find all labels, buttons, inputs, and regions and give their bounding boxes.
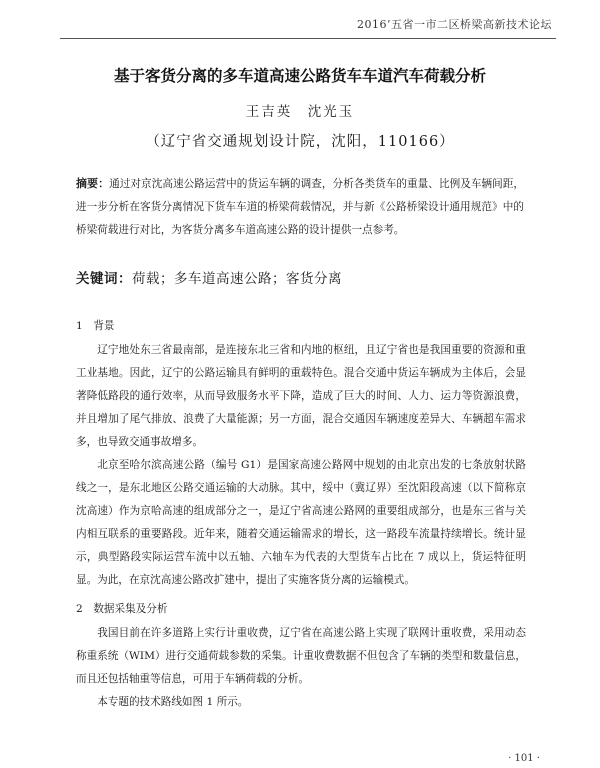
section-1-paragraph-2: 北京至哈尔滨高速公路（编号 G1）是国家高速公路网中规划的由北京出发的七条放射状路线之一，是东北地区公路交通运输的大动脉。其中，绥中（冀辽界）至沈阳段高速（以下简称京沈高速）作为京哈高速的组成部分之一，是辽宁省高速公路网的重要组成部分，也是东三省与关内相互联系的重要路段。近年来，随着交通运输需求的增长，这一路段车流量持续增长。统计显示，典型路段实际运营车流中以五轴、六轴车为代表的大型货车占比在 7 成以上，货运特征明显。为此，在京沈高速公路改扩建中，提出了实施客货分离的运输模式。: [76, 459, 526, 586]
header-rule: [60, 38, 556, 39]
abstract: [76, 172, 524, 242]
section-2-paragraph-2: 本专题的技术路线如图 1 所示。: [97, 696, 249, 708]
paper-affiliation: （辽宁省交通规划设计院，沈阳，110166）: [145, 134, 455, 150]
section-1-paragraph-1: 辽宁地处东三省最南部，是连接东北三省和内地的枢纽，且辽宁省也是我国重要的资源和重工业基地。因此，辽宁的公路运输具有鲜明的重载特色。混合交通中货运车辆成为主体后，会显著降低路段的通行效率，从而导致服务水平下降，造成了巨大的时间、人力、运力等资源浪费，并且增加了尾气排放、浪费了大量能源；另一方面，混合交通因车辆速度差异大、车辆超车需求多，也导致交通事故增多。: [76, 344, 526, 448]
paper-authors: 王吉英 沈光玉: [245, 104, 355, 120]
running-header: 2016’五省一市二区桥梁高新技术论坛: [357, 18, 552, 31]
abstract-text: 通过对京沈高速公路运营中的货运车辆的调查，分析各类货车的重量、比例及车辆间距，进一步分析在客货分离情况下货车车道的桥梁荷载情况，并与新《公路桥梁设计通用规范》中的桥梁荷载进行对比，为客货分离多车道高速公路的设计提供一点参考。: [76, 178, 525, 236]
page-number: · 101 ·: [508, 753, 540, 764]
keywords-label: 关键词：: [76, 271, 132, 287]
abstract-label: 摘要：: [76, 177, 110, 190]
section-2-paragraph-1: 我国目前在许多道路上实行计重收费，辽宁省在高速公路上实现了联网计重收费，采用动态称重系统（WIM）进行交通荷载参数的采集。计重收费数据不但包含了车辆的类型和数量信息，而且还包括轴重等信息，可用于车辆荷载的分析。: [76, 627, 526, 685]
keywords-text: 荷载；多车道高速公路；客货分离: [132, 271, 342, 287]
section-heading-background: 1 背景: [76, 320, 115, 332]
paper-title: 基于客货分离的多车道高速公路货车车道汽车荷载分析: [113, 67, 486, 85]
keywords: [76, 267, 524, 287]
section-heading-data: 2 数据采集及分析: [76, 603, 168, 615]
